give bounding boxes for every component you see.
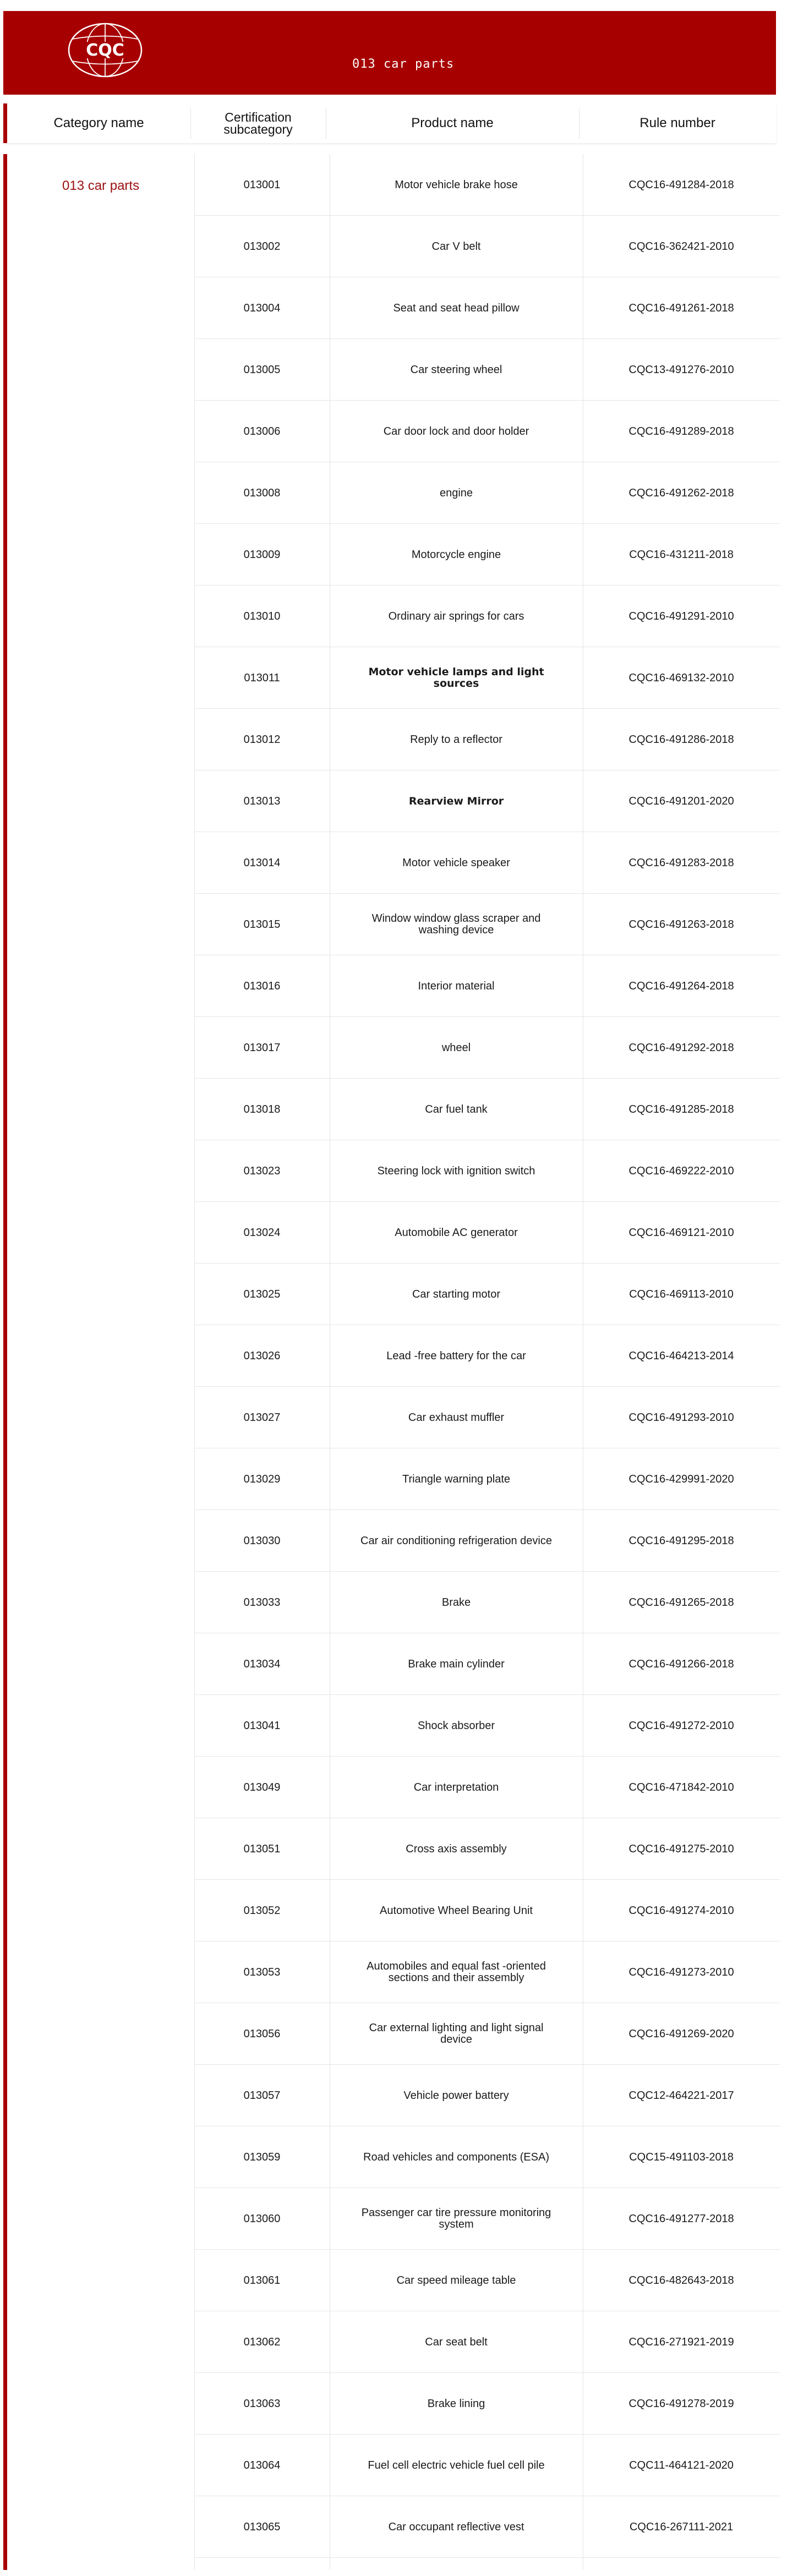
rule-number-cell: CQC16-469121-2010: [628, 1226, 734, 1239]
rule-number-cell: CQC13-491276-2010: [628, 363, 734, 376]
rule-number-cell: CQC16-491284-2018: [628, 178, 734, 191]
product-name-cell: Car occupant reflective vest: [388, 2520, 524, 2533]
product-name-cell: Road vehicles and components (ESA): [363, 2151, 549, 2163]
table-body: [3, 154, 776, 2570]
product-name-cell: Car air conditioning refrigeration device: [360, 1534, 552, 1547]
rule-number-cell: CQC16-469222-2010: [628, 1164, 734, 1177]
table-row: [194, 2311, 780, 2373]
subcategory-cell: 013013: [243, 795, 281, 807]
subcategory-cell: 013012: [243, 733, 281, 746]
subcategory-cell: 013049: [243, 1781, 281, 1793]
rule-number-cell: CQC16-491264-2018: [628, 980, 734, 992]
product-name-cell: Fuel cell electric vehicle fuel cell pile: [368, 2459, 545, 2471]
rule-number-cell: CQC12-464221-2017: [628, 2089, 734, 2102]
subcategory-cell: 013002: [243, 240, 281, 253]
header-product-name: Product name: [411, 116, 494, 130]
rule-number-cell: CQC16-471842-2010: [628, 1781, 734, 1793]
product-name-cell: Cross axis assembly: [406, 1842, 507, 1855]
product-name-cell: Car exhaust muffler: [408, 1411, 505, 1424]
product-name-cell: Interior material: [418, 980, 495, 992]
subcategory-cell: 013063: [243, 2397, 281, 2410]
rule-number-cell: CQC16-469132-2010: [628, 671, 734, 684]
table-row: [194, 770, 780, 832]
subcategory-cell: 013041: [243, 1719, 281, 1732]
subcategory-cell: 013057: [243, 2089, 281, 2102]
subcategory-cell: 013026: [243, 1349, 281, 1362]
rule-number-cell: CQC16-491293-2010: [628, 1411, 734, 1424]
subcategory-cell: 013018: [243, 1103, 281, 1115]
rule-number-cell: CQC16-491201-2020: [628, 795, 734, 807]
subcategory-cell: 013004: [243, 302, 281, 314]
subcategory-cell: 013064: [243, 2459, 281, 2471]
table-row: [194, 1325, 780, 1387]
subcategory-cell: 013016: [243, 980, 281, 992]
product-name-cell: Motorcycle engine: [411, 548, 501, 561]
header-category-name: Category name: [53, 116, 144, 130]
subcategory-cell: 013053: [243, 1966, 281, 1978]
table-row: [194, 1695, 780, 1757]
subcategory-cell: 013061: [243, 2274, 281, 2287]
product-name-cell: Shock absorber: [417, 1719, 495, 1732]
product-name-cell: Car door lock and door holder: [383, 425, 529, 437]
product-name-cell: wheel: [441, 1041, 471, 1054]
rule-number-cell: CQC16-491289-2018: [628, 425, 734, 437]
subcategory-cell: 013014: [243, 856, 281, 869]
product-name-cell: Car fuel tank: [425, 1103, 488, 1115]
table-row: [194, 277, 780, 339]
table-row: [194, 1941, 780, 2003]
table-row: [194, 1387, 780, 1448]
cqc-logo-icon: [67, 21, 144, 79]
table-row: [194, 709, 780, 770]
product-name-cell: Window window glass scraper and washing device: [371, 912, 541, 936]
rule-number-cell: CQC16-491295-2018: [628, 1534, 734, 1547]
subcategory-cell: 013015: [243, 918, 281, 931]
product-name-cell: Automotive Wheel Bearing Unit: [380, 1904, 533, 1917]
table-row: [194, 216, 780, 277]
product-name-cell: Motor vehicle lamps and light sources: [368, 666, 544, 690]
rule-number-cell: CQC16-491283-2018: [628, 856, 734, 869]
table-row: [194, 586, 780, 647]
product-name-cell: Automobile AC generator: [395, 1226, 518, 1239]
rule-number-cell: CQC15-491103-2018: [629, 2151, 734, 2163]
rule-number-cell: CQC16-431211-2018: [629, 548, 734, 561]
rule-number-cell: CQC16-491274-2010: [628, 1904, 734, 1917]
rule-number-cell: CQC16-491272-2010: [628, 1719, 734, 1732]
table-row: [194, 1017, 780, 1079]
table-row: [194, 1818, 780, 1880]
table-row: [194, 462, 780, 524]
table-row: [194, 2188, 780, 2250]
table-row: [194, 1079, 780, 1140]
product-name-cell: Car V belt: [431, 240, 481, 253]
subcategory-cell: 013011: [244, 671, 280, 684]
product-name-cell: Car starting motor: [412, 1288, 501, 1300]
rule-number-cell: CQC16-491273-2010: [628, 1966, 734, 1978]
table-row: [194, 1880, 780, 1941]
subcategory-cell: 013017: [243, 1041, 281, 1054]
subcategory-cell: 013033: [243, 1596, 281, 1609]
product-name-cell: Car steering wheel: [410, 363, 502, 376]
rule-number-cell: CQC16-429991-2020: [628, 1473, 734, 1485]
table-row: [194, 1757, 780, 1818]
category-name: 013 car parts: [62, 178, 140, 193]
rule-number-cell: CQC16-491266-2018: [628, 1658, 734, 1670]
subcategory-cell: 013062: [243, 2336, 281, 2348]
subcategory-cell: 013065: [243, 2520, 281, 2533]
table-row: [194, 1202, 780, 1264]
table-row: [194, 2126, 780, 2188]
product-name-cell: Car speed mileage table: [396, 2274, 516, 2287]
table-row: [194, 647, 780, 709]
rule-number-cell: CQC16-491292-2018: [628, 1041, 734, 1054]
table-row: [194, 2435, 780, 2496]
product-name-cell: Motor vehicle brake hose: [395, 178, 518, 191]
table-row: [194, 339, 780, 401]
rule-number-cell: CQC16-362421-2010: [628, 240, 734, 253]
rule-number-cell: CQC16-491286-2018: [628, 733, 734, 746]
header-certification-subcategory: Certification subcategory: [223, 110, 293, 136]
table-row: [194, 1572, 780, 1633]
table-header: [3, 103, 776, 143]
subcategory-cell: 013001: [243, 178, 281, 191]
table-row: [194, 1633, 780, 1695]
product-name-cell: Motor vehicle speaker: [402, 856, 510, 869]
rule-number-cell: CQC16-464213-2014: [628, 1349, 734, 1362]
rule-number-cell: CQC11-464121-2020: [629, 2459, 734, 2471]
table-row: [194, 154, 780, 216]
product-name-cell: Vehicle power battery: [403, 2089, 509, 2102]
subcategory-cell: 013024: [243, 1226, 281, 1239]
table-row: [194, 2003, 780, 2065]
table-row: [194, 2250, 780, 2311]
rule-number-cell: CQC16-482643-2018: [628, 2274, 734, 2287]
subcategory-cell: 013008: [243, 486, 281, 499]
table-row: [194, 2065, 780, 2126]
table-row: [194, 1264, 780, 1325]
subcategory-cell: 013010: [243, 610, 281, 622]
subcategory-cell: 013034: [243, 1658, 281, 1670]
table-row: [194, 1448, 780, 1510]
rule-number-cell: CQC16-491262-2018: [628, 486, 734, 499]
rule-number-cell: CQC16-267111-2021: [629, 2520, 734, 2533]
rule-number-cell: CQC16-491285-2018: [628, 1103, 734, 1115]
rule-number-cell: CQC16-491265-2018: [628, 1596, 734, 1609]
subcategory-cell: 013023: [243, 1164, 281, 1177]
subcategory-cell: 013027: [243, 1411, 281, 1424]
table-row: [194, 401, 780, 462]
product-name-cell: Automobiles and equal fast -oriented sections and their assembly: [367, 1960, 546, 1984]
subcategory-cell: 013059: [243, 2151, 281, 2163]
table-row: [194, 1510, 780, 1572]
rule-number-cell: CQC16-491277-2018: [628, 2212, 734, 2225]
product-name-cell: Steering lock with ignition switch: [377, 1164, 535, 1177]
subcategory-cell: 013030: [243, 1534, 281, 1547]
subcategory-cell: 013025: [243, 1288, 281, 1300]
product-name-cell: Lead -free battery for the car: [386, 1349, 526, 1362]
rule-number-cell: CQC16-491278-2019: [628, 2397, 734, 2410]
product-name-cell: Rearview Mirror: [408, 795, 504, 807]
product-name-cell: Brake main cylinder: [408, 1658, 505, 1670]
subcategory-cell: 013052: [243, 1904, 281, 1917]
subcategory-cell: 013056: [243, 2027, 281, 2040]
rule-number-cell: CQC16-491263-2018: [628, 918, 734, 931]
subcategory-cell: 013009: [243, 548, 281, 561]
rule-number-cell: CQC16-491291-2010: [628, 610, 734, 622]
product-name-cell: Reply to a reflector: [410, 733, 502, 746]
rule-number-cell: CQC16-271921-2019: [628, 2336, 734, 2348]
table-row: [194, 1140, 780, 1202]
product-name-cell: Seat and seat head pillow: [393, 302, 520, 314]
product-name-cell: engine: [439, 486, 473, 499]
product-name-cell: Passenger car tire pressure monitoring system: [361, 2207, 551, 2230]
product-name-cell: Car seat belt: [425, 2336, 488, 2348]
rule-number-cell: CQC16-469113-2010: [629, 1288, 734, 1300]
banner-title: 013 car parts: [352, 57, 455, 71]
table-row: [194, 2373, 780, 2435]
product-name-cell: Triangle warning plate: [402, 1473, 511, 1485]
table-row: [194, 894, 780, 955]
subcategory-cell: 013051: [243, 1842, 281, 1855]
product-name-cell: Car external lighting and light signal device: [369, 2022, 544, 2046]
subcategory-cell: 013029: [243, 1473, 281, 1485]
product-name-cell: Car interpretation: [413, 1781, 499, 1793]
rule-number-cell: CQC16-491269-2020: [628, 2027, 734, 2040]
product-name-cell: Ordinary air springs for cars: [388, 610, 524, 622]
subcategory-cell: 013006: [243, 425, 281, 437]
product-name-cell: Brake: [441, 1596, 471, 1609]
table-row: [194, 955, 780, 1017]
rule-number-cell: CQC16-491275-2010: [628, 1842, 734, 1855]
table-row: [194, 2496, 780, 2558]
subcategory-cell: 013005: [243, 363, 281, 376]
header-banner: [3, 11, 776, 95]
table-row: [194, 524, 780, 586]
subcategory-cell: 013060: [243, 2212, 281, 2225]
table-row: [194, 832, 780, 894]
header-rule-number: Rule number: [640, 116, 715, 130]
svg-text:CQC: CQC: [86, 41, 124, 60]
product-name-cell: Brake lining: [427, 2397, 485, 2410]
rule-number-cell: CQC16-491261-2018: [628, 302, 734, 314]
